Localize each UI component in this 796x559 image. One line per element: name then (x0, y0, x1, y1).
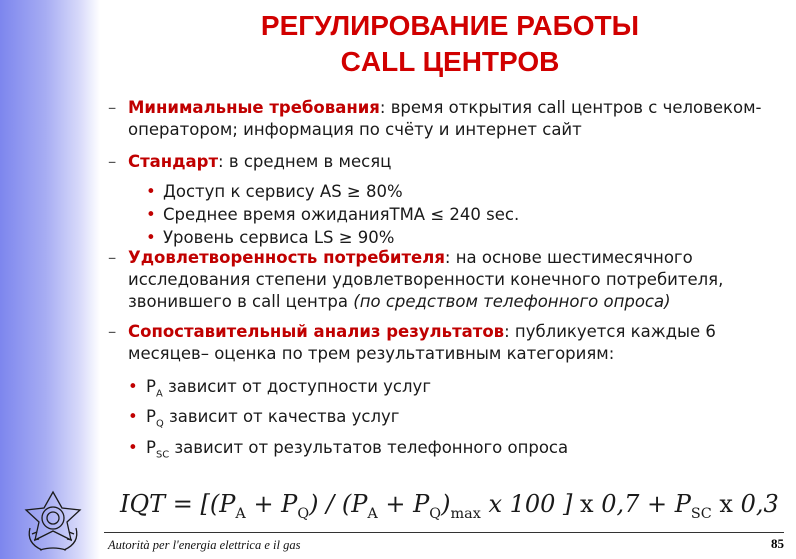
formula-part: IQT = [(P (120, 490, 236, 518)
list-item (108, 405, 788, 435)
list-item-text: Среднее время ожиданияTMA ≤ 240 sec. (163, 205, 520, 224)
categories-bullet-list (108, 375, 788, 466)
bullet-icon: • (128, 437, 138, 457)
section-italic-note: (по средством телефонного опроса) (353, 292, 671, 311)
list-item (108, 180, 788, 203)
section-text: : на основе шестимесячного исследования степени удовлетворенности конечного потребителя, звонившего в call центра (128, 248, 724, 311)
list-item-text: зависит от качества услуг (163, 407, 400, 427)
list-item (108, 436, 788, 466)
italian-republic-emblem-icon (22, 488, 84, 554)
page-number: 85 (771, 536, 784, 551)
variable-subscript: A (155, 388, 163, 400)
bullet-icon: • (128, 407, 138, 427)
list-item-text: зависит от результатов телефонного опроса (169, 437, 569, 457)
section-comparative-analysis (108, 321, 788, 365)
formula-part: x 100 ] (480, 490, 581, 518)
standard-bullet-list (108, 180, 788, 249)
term-consumer-satisfaction: Удовлетворенность потребителя (128, 248, 445, 267)
formula-part: 0,7 + P (593, 490, 691, 518)
variable-subscript: SC (155, 448, 170, 460)
section-minimum-requirements (108, 97, 788, 141)
bullet-icon: • (146, 205, 156, 224)
formula-subscript: max (450, 505, 481, 522)
formula-part: ) / (P (309, 490, 368, 518)
section-consumer-satisfaction (108, 247, 788, 313)
list-item-text: Доступ к сервису AS ≥ 80% (163, 182, 403, 201)
formula-subscript: A (235, 505, 246, 522)
formula-part: + P (245, 490, 298, 518)
section-text: : время открытия call центров с человеком-оператором; информация по счёту и интернет сайт (128, 98, 762, 139)
formula-subscript: Q (297, 505, 310, 522)
footer-organization: Autorità per l'energia elettrica e il gas (108, 538, 301, 552)
left-gradient-sidebar (0, 0, 100, 559)
footer-divider (104, 532, 784, 533)
formula-subscript: SC (690, 505, 712, 522)
formula-subscript: Q (429, 505, 442, 522)
iqt-formula (120, 490, 779, 522)
variable-p: P (146, 377, 156, 396)
dash-marker: – (108, 152, 117, 171)
bullet-icon: • (146, 228, 156, 247)
term-comparative-analysis: Сопоставительный анализ результатов (128, 322, 505, 341)
main-content (108, 97, 788, 466)
variable-p: P (146, 407, 156, 427)
formula-subscript: A (367, 505, 378, 522)
list-item (108, 203, 788, 226)
list-item-text: Уровень сервиса LS ≥ 90% (163, 228, 395, 247)
title-line-1: РЕГУЛИРОВАНИЕ РАБОТЫ (260, 10, 640, 41)
bullet-icon: • (128, 377, 138, 396)
list-item-text: зависит от доступности услуг (162, 377, 431, 396)
dash-marker: – (108, 98, 117, 117)
variable-subscript: Q (155, 418, 164, 430)
page-title (160, 8, 740, 80)
term-minimum-requirements: Минимальные требования (128, 98, 380, 117)
formula-multiply: x (580, 490, 594, 518)
list-item (108, 226, 788, 249)
formula-multiply: x (719, 490, 733, 518)
dash-marker: – (108, 322, 117, 341)
section-text: : в среднем в месяц (218, 152, 392, 171)
list-item (108, 375, 788, 405)
section-text: : публикуется каждые 6 месяцев– оценка по трем результативным категориям: (128, 322, 716, 363)
dash-marker: – (108, 248, 117, 267)
variable-p: P (146, 437, 156, 457)
formula-part: 0,3 (732, 490, 779, 518)
section-standard (108, 151, 788, 173)
title-line-2: CALL ЦЕНТРОВ (340, 46, 560, 77)
bullet-icon: • (146, 182, 156, 201)
formula-part: ) (441, 490, 451, 518)
term-standard: Стандарт (128, 152, 219, 171)
formula-part: + P (377, 490, 430, 518)
